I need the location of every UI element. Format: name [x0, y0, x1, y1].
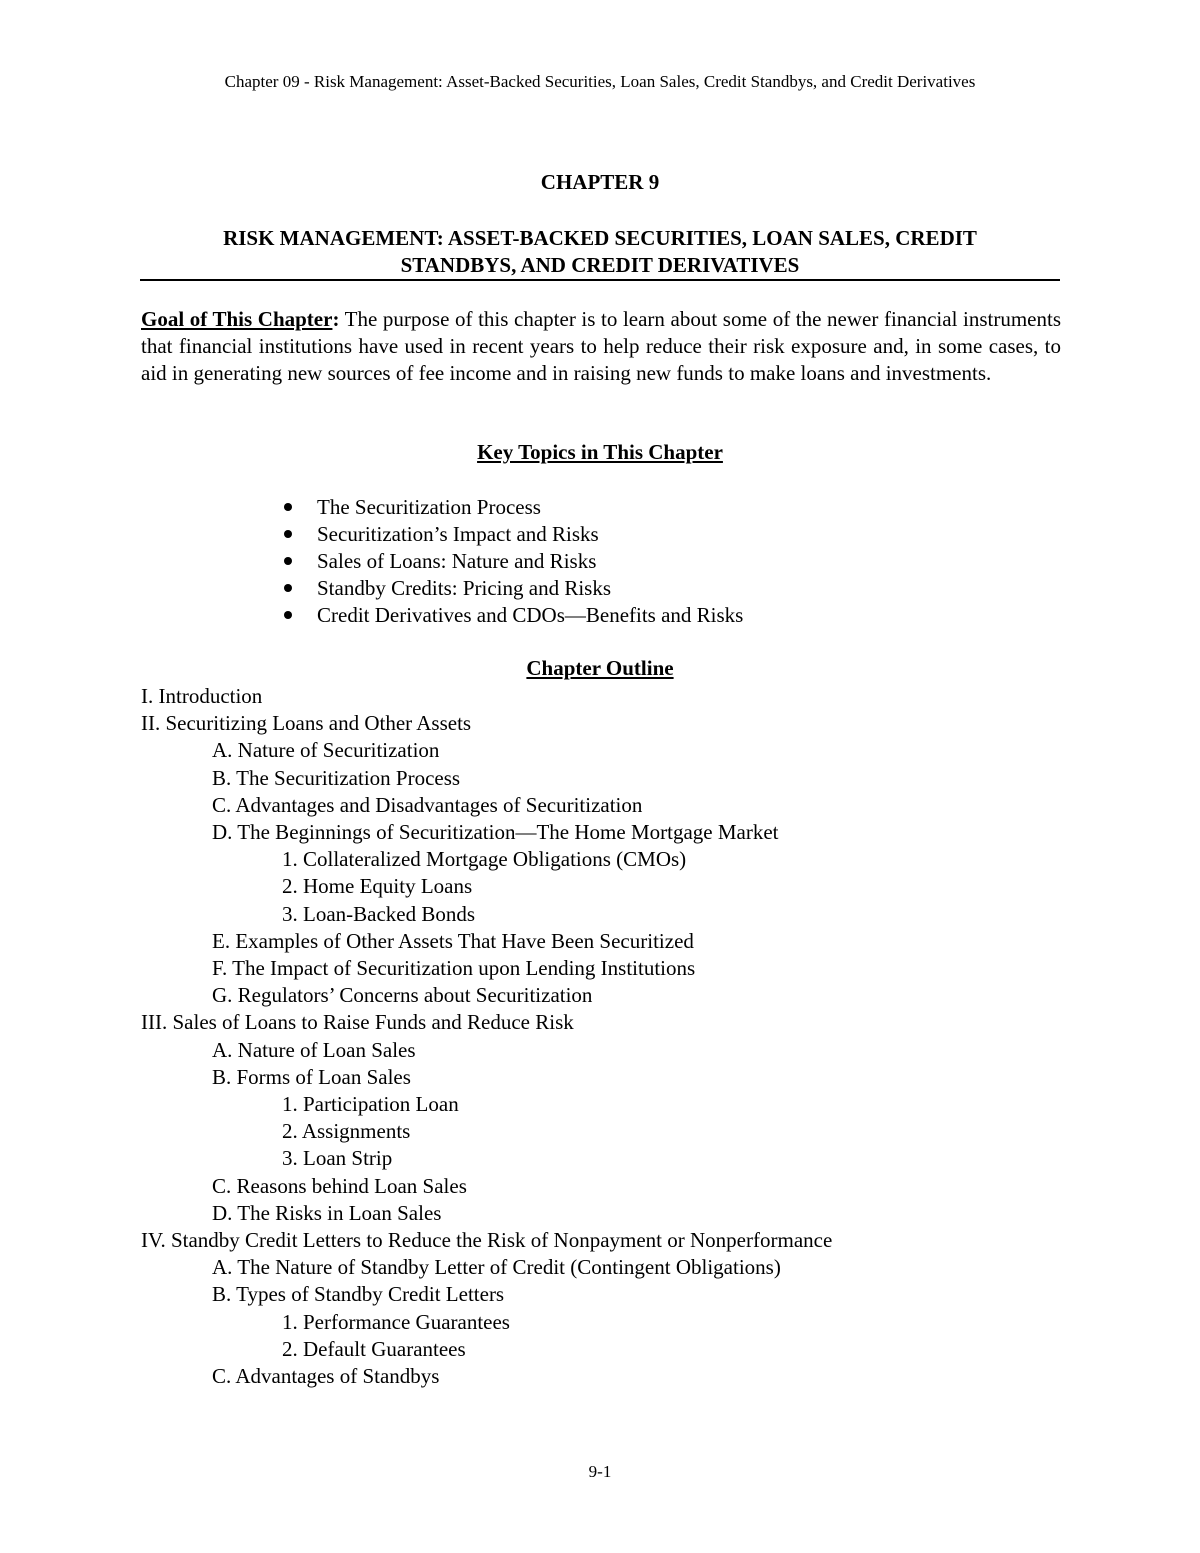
outline-item: 2. Default Guarantees	[282, 1336, 466, 1361]
key-topic-item: Standby Credits: Pricing and Risks	[282, 575, 743, 602]
outline-item: 1. Participation Loan	[282, 1092, 459, 1117]
outline-item: II. Securitizing Loans and Other Assets	[141, 711, 472, 736]
key-topics-heading: Key Topics in This Chapter	[477, 440, 723, 464]
bullet-icon	[284, 611, 292, 619]
chapter-goal-paragraph	[141, 306, 1061, 387]
outline-item: D. The Beginnings of Securitization—The Home Mortgage Market	[212, 820, 779, 845]
key-topic-item: Sales of Loans: Nature and Risks	[282, 548, 743, 575]
outline-item: F. The Impact of Securitization upon Lending Institutions	[212, 956, 696, 981]
key-topics-list	[282, 494, 743, 629]
outline-item: C. Reasons behind Loan Sales	[212, 1173, 467, 1198]
key-topic-item: Credit Derivatives and CDOs—Benefits and Risks	[282, 602, 743, 629]
chapter-outline-list	[141, 683, 832, 1390]
goal-label: Goal of This Chapter	[141, 307, 333, 331]
bullet-icon	[284, 503, 292, 511]
goal-colon: :	[332, 307, 340, 331]
outline-item: C. Advantages of Standbys	[212, 1364, 440, 1389]
outline-item: IV. Standby Credit Letters to Reduce the Risk of Nonpayment or Nonperformance	[141, 1228, 833, 1253]
bullet-icon	[284, 530, 292, 538]
outline-item: E. Examples of Other Assets That Have Been Securitized	[212, 928, 694, 953]
goal-text: The purpose of this chapter is to learn about some of the newer financial instruments that financial institutions have used in recent years to help reduce their risk exposure and, in some cases, to aid in generating new sources of fee income and in raising new funds to make loans and investments.	[141, 307, 1061, 385]
outline-item: 2. Home Equity Loans	[282, 874, 473, 899]
chapter-outline-heading: Chapter Outline	[526, 656, 674, 680]
outline-item: B. Types of Standby Credit Letters	[212, 1282, 505, 1307]
outline-item: I. Introduction	[141, 684, 263, 708]
chapter-title	[140, 225, 1060, 281]
outline-item: B. Forms of Loan Sales	[212, 1064, 411, 1089]
chapter-title-line-2: STANDBYS, AND CREDIT DERIVATIVES	[400, 253, 800, 277]
outline-item: 3. Loan Strip	[282, 1146, 393, 1171]
bullet-icon	[284, 557, 292, 565]
chapter-title-line-1: RISK MANAGEMENT: ASSET-BACKED SECURITIES, LOAN SALES, CREDIT	[223, 226, 977, 250]
key-topic-item: Securitization’s Impact and Risks	[282, 521, 743, 548]
page-number: 9-1	[588, 1462, 612, 1481]
outline-item: D. The Risks in Loan Sales	[212, 1200, 442, 1225]
chapter-number: CHAPTER 9	[540, 170, 660, 194]
outline-item: B. The Securitization Process	[212, 765, 461, 790]
outline-item: 1. Collateralized Mortgage Obligations (CMOs)	[282, 847, 687, 872]
bullet-icon	[284, 584, 292, 592]
outline-item: A. The Nature of Standby Letter of Credit (Contingent Obligations)	[212, 1255, 781, 1280]
outline-item: 3. Loan-Backed Bonds	[282, 901, 476, 926]
outline-item: C. Advantages and Disadvantages of Securitization	[212, 792, 643, 817]
outline-item: G. Regulators’ Concerns about Securitization	[212, 983, 593, 1008]
outline-item: A. Nature of Loan Sales	[212, 1037, 416, 1062]
key-topic-item: The Securitization Process	[282, 494, 743, 521]
outline-item: A. Nature of Securitization	[212, 738, 440, 763]
outline-item: III. Sales of Loans to Raise Funds and Reduce Risk	[141, 1010, 574, 1035]
running-header: Chapter 09 - Risk Management: Asset-Backed Securities, Loan Sales, Credit Standbys, and Credit Derivatives	[224, 72, 976, 91]
outline-item: 2. Assignments	[282, 1119, 411, 1144]
outline-item: 1. Performance Guarantees	[282, 1309, 510, 1334]
